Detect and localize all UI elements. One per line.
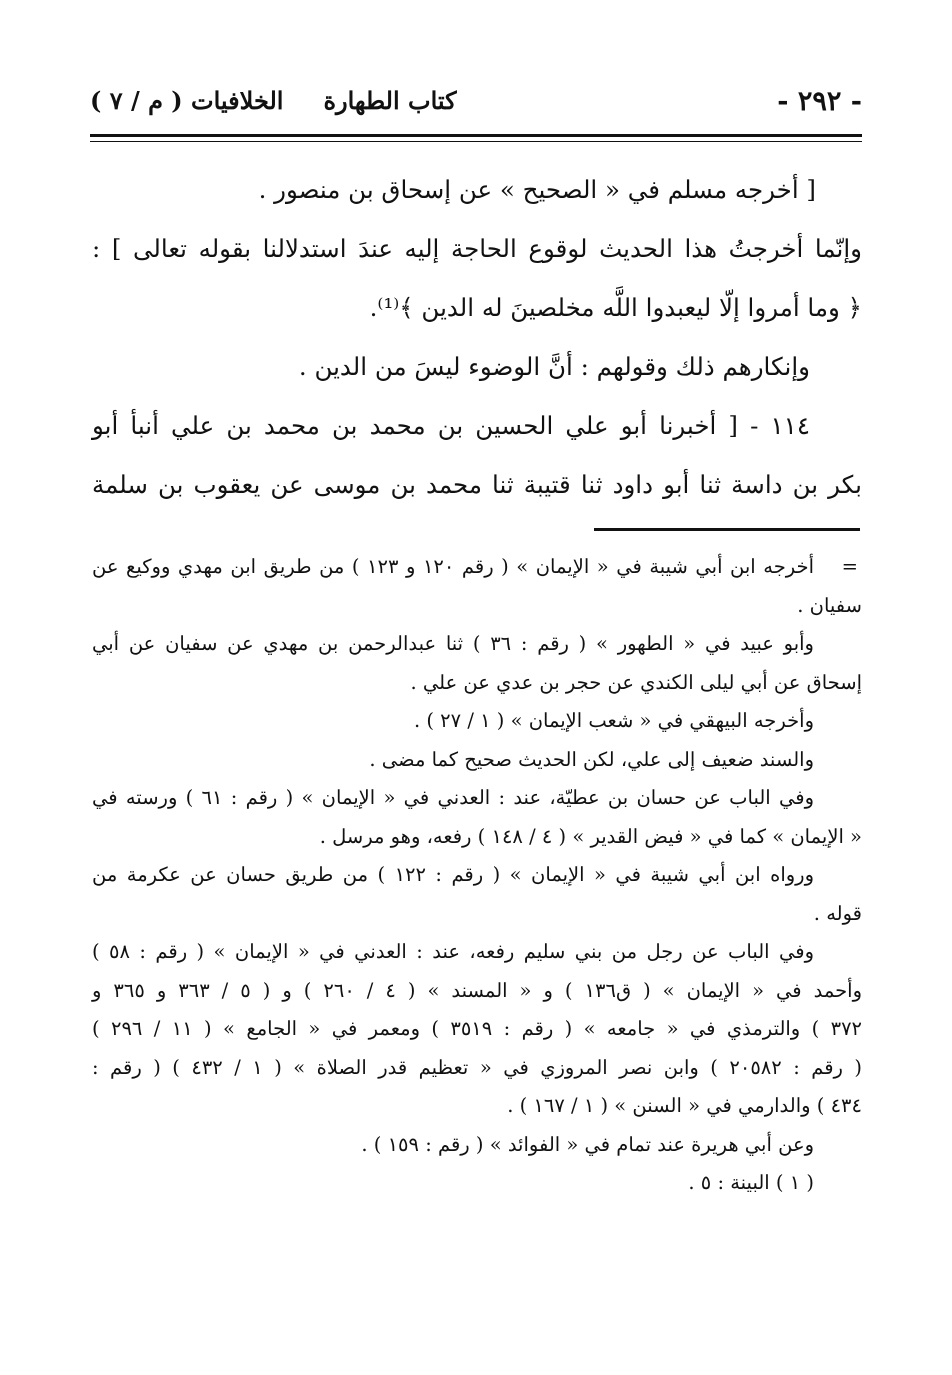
main-line: وإنّما أخرجتُ هذا الحديث لوقوع الحاجة إليه عندَ استدلالنا بقوله تعالى ] : (92, 234, 862, 263)
footnote-line: « الإيمان » كما في « فيض القدير » ( ٤ / ١٤٨ ) رفعه، وهو مرسل . (319, 824, 862, 848)
footnote-reference: ( ١ ) البينة : ٥ . (688, 1171, 814, 1194)
hadith-chain-line: بكر بن داسة ثنا أبو داود ثنا قتيبة ثنا محمد بن موسى عن يعقوب بن سلمة (92, 470, 862, 499)
hadith-chain-line: ١١٤ - [ أخبرنا أبو علي الحسين بن محمد بن محمد بن علي أنبأ أبو (92, 411, 810, 440)
footnote-line: وأخرجه البيهقي في « شعب الإيمان » ( ١ / ٢٧ ) . (413, 709, 814, 732)
footnote-line: سفيان . (797, 593, 862, 617)
footnotes (92, 548, 862, 1203)
continuation-mark: = (841, 555, 858, 578)
footnote-line: وعن أبي هريرة عند تمام في « الفوائد » ( رقم : ١٥٩ ) . (361, 1132, 814, 1156)
footnote-line: قوله . (813, 901, 862, 925)
footnote-line: إسحاق عن أبي ليلى الكندي عن حجر بن عدي عن علي . (410, 670, 862, 694)
main-text (92, 160, 862, 514)
page-number: - ٢٩٢ - (777, 86, 862, 117)
running-title (90, 86, 457, 115)
footnote-line: ٤٣٤ ) والدارمي في « السنن » ( ١ / ١٦٧ ) . (507, 1094, 862, 1117)
footnote-line: ورواه ابن أبي شيبة في « الإيمان » ( رقم : ١٢٢ ) من طريق حسان عن عكرمة من (92, 863, 814, 886)
header-rule-thin (90, 141, 862, 142)
footnote-line: وأحمد في « الإيمان » ( ق١٣٦ ) و « المسند » ( ٤ / ٢٦٠ ) و ( ٥ / ٣٦٣ و ٣٦٥ و (92, 978, 863, 1002)
footnote-line: ٣٧٢ ) والترمذي في « جامعه » ( رقم : ٣٥١٩ ) ومعمر في « الجامع » ( ١١ / ٢٩٦ ) (92, 1017, 863, 1040)
footnote-line: ( رقم : ٢٠٥٨٢ ) وابن نصر المروزي في « تعظيم قدر الصلاة » ( ١ / ٤٣٢ ) ( رقم : (92, 1055, 863, 1079)
main-line: [ أخرجه مسلم في « الصحيح » عن إسحاق بن منصور . (258, 175, 816, 204)
page-header (90, 86, 862, 126)
volume-label: الخلافيات ( م / ٧ ) (90, 86, 284, 115)
quran-verse-line: ﴿ وما أمروا إلّا ليعبدوا اللَّه مخلصينَ له الدين ﴾⁽¹⁾. (369, 293, 862, 322)
footnote-line: وأبو عبيد في « الطهور » ( رقم : ٣٦ ) ثنا عبدالرحمن بن مهدي عن سفيان عن أبي (92, 632, 814, 655)
footnote-separator (594, 528, 860, 531)
main-line: وإنكارهم ذلك وقولهم : أنَّ الوضوء ليسَ من الدين . (298, 352, 810, 381)
footnote-line: والسند ضعيف إلى علي، لكن الحديث صحيح كما مضى . (369, 747, 814, 771)
footnote-text: أخرجه ابن أبي شيبة في « الإيمان » ( رقم ١٢٠ و ١٢٣ ) من طريق ابن مهدي ووكيع عن (92, 555, 814, 578)
header-rule-thick (90, 134, 862, 137)
footnote-line: وفي الباب عن حسان بن عطيّة، عند : العدني في « الإيمان » ( رقم : ٦١ ) ورسته في (92, 786, 814, 809)
footnote-line: وفي الباب عن رجل من بني سليم رفعه، عند : العدني في « الإيمان » ( رقم : ٥٨ ) (92, 940, 814, 963)
book-title: كتاب الطهارة (323, 86, 457, 115)
footnote-line (92, 548, 862, 587)
